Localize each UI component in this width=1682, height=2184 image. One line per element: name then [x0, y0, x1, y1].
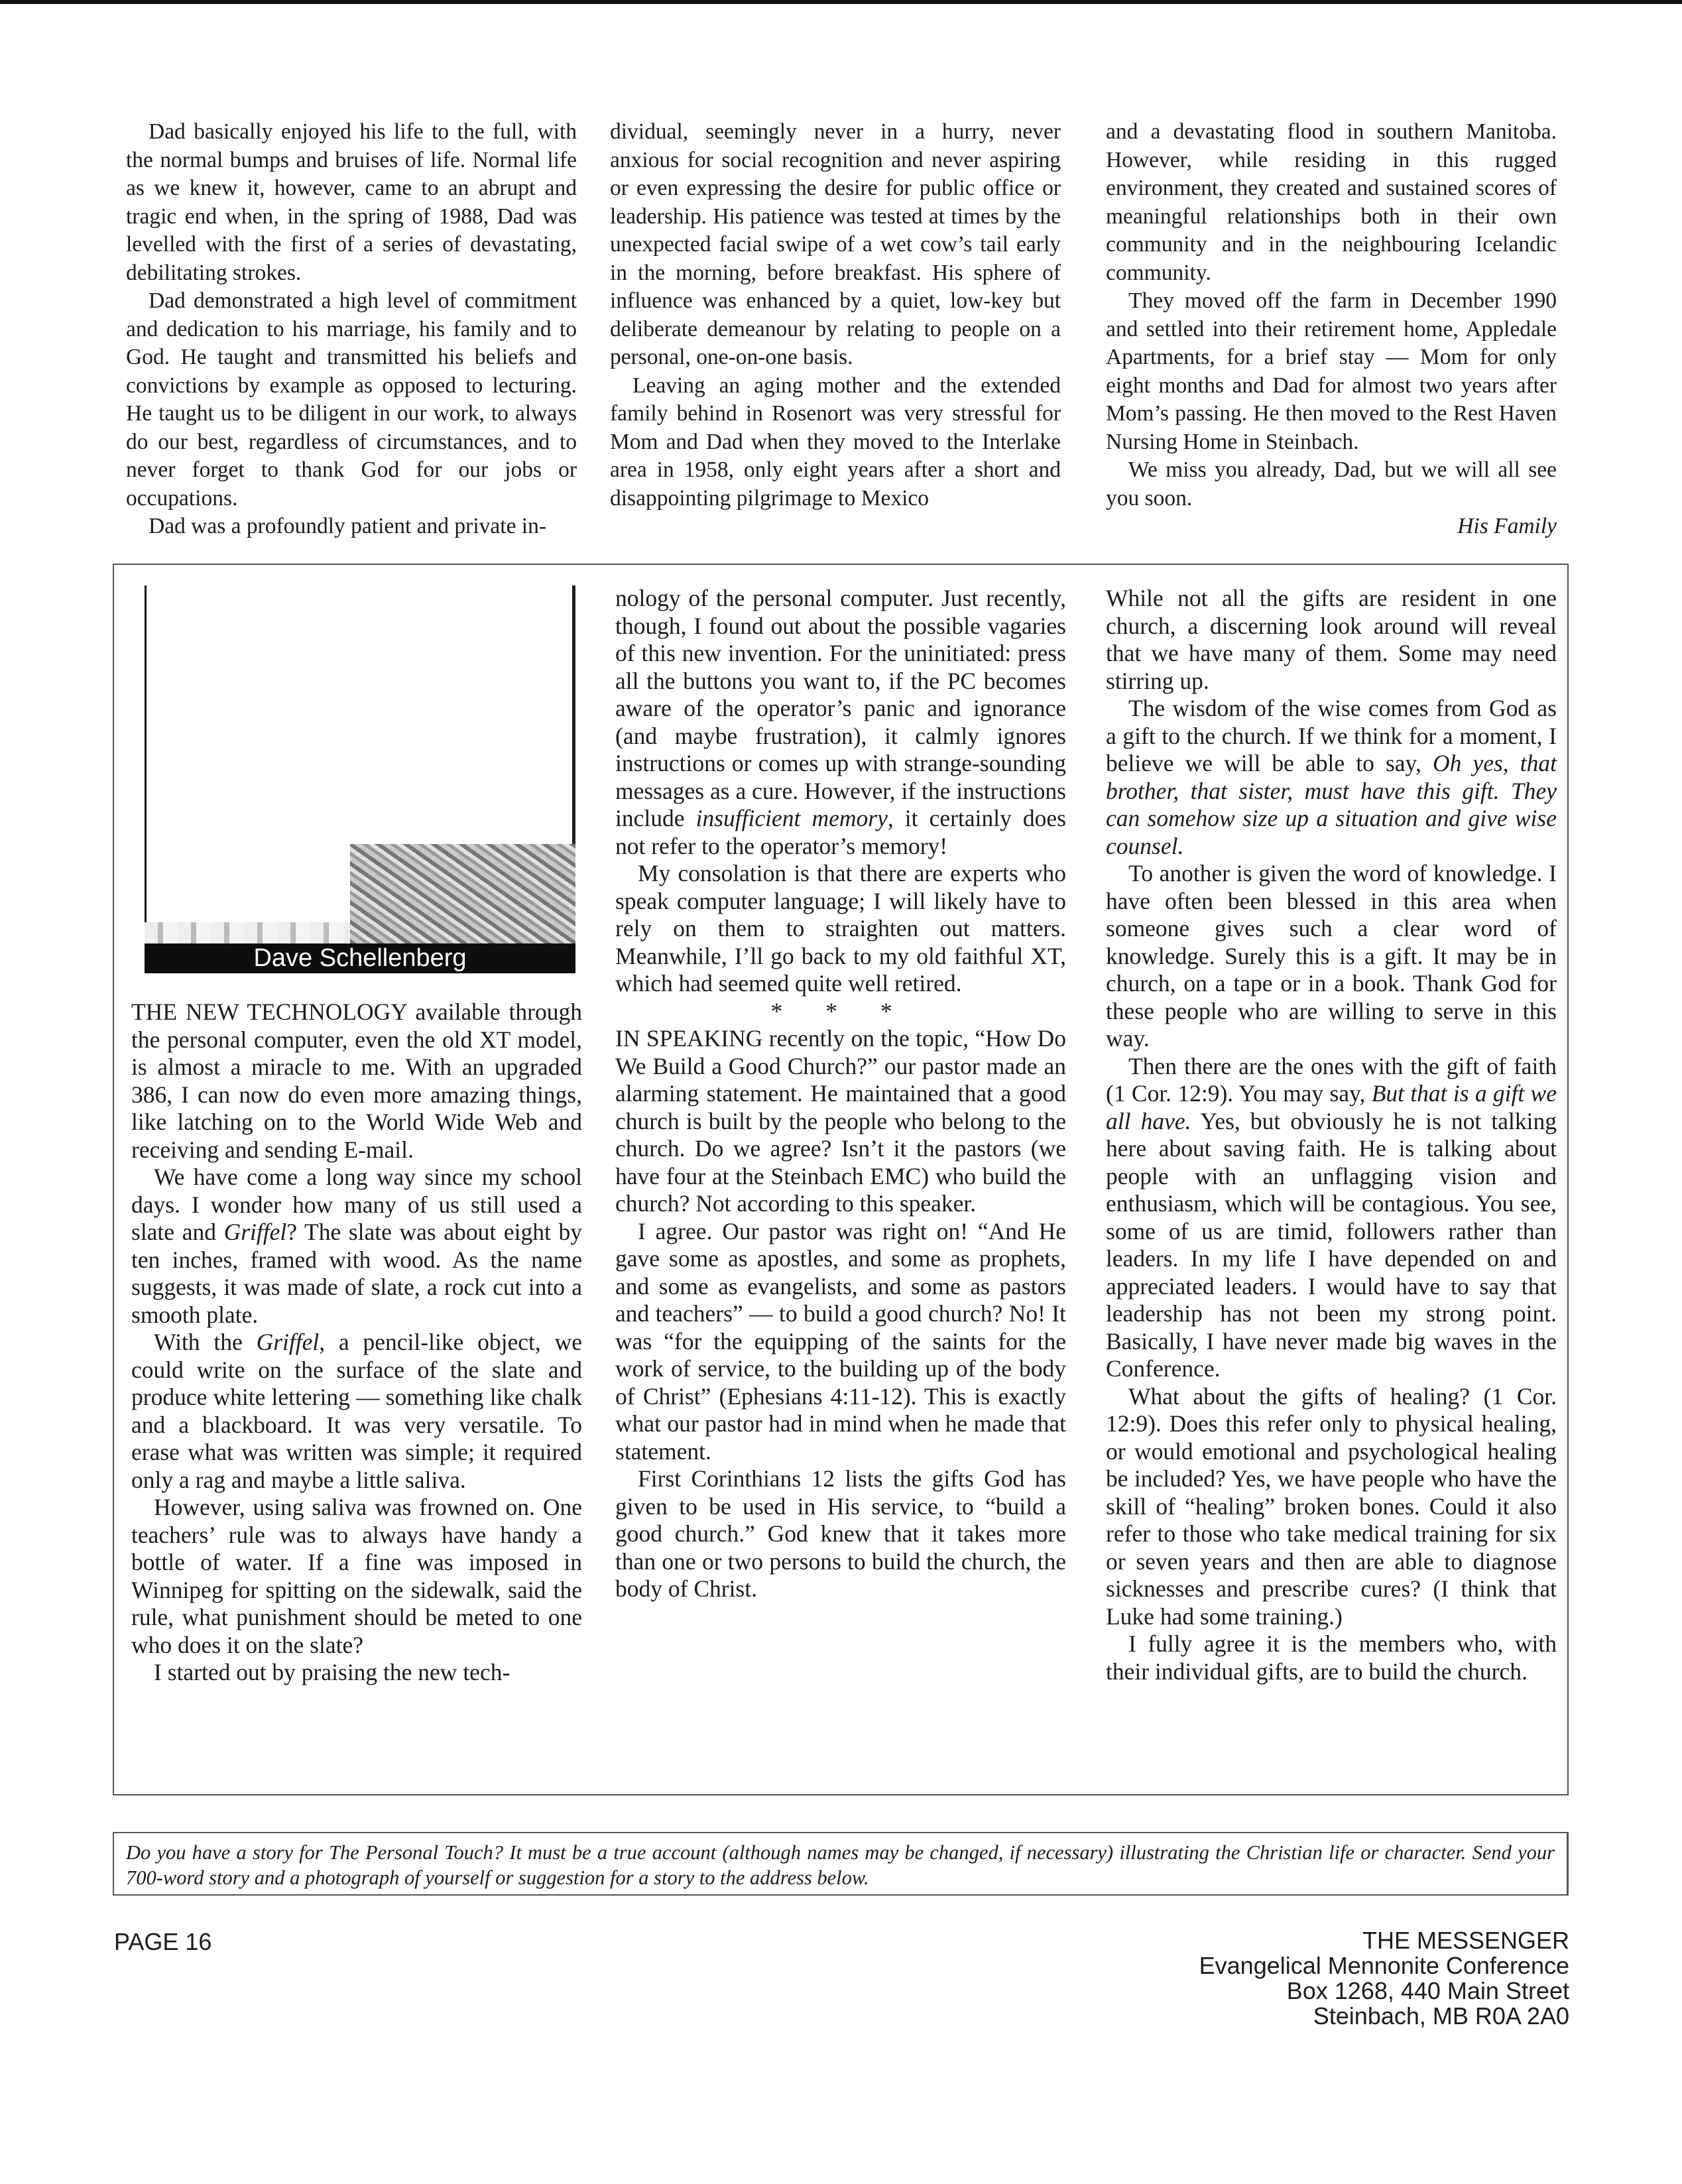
top-rule: [0, 0, 1682, 4]
section-break: * * *: [770, 997, 911, 1024]
paragraph: IN SPEAKING recently on the topic, “How Do We Build a Good Church?” our pastor made an alarming statement. He maintained that a good church is built by the people who belong to the church. Do we agree? Isn’t it the pastors (we have four at the Steinbach EMC) who build the church? Not according to this speaker.: [615, 1025, 1066, 1217]
paragraph: Then there are the ones with the gift of faith (1 Cor. 12:9). You may say, But that is a gift we all have. Yes, but obviously he is not talking here about saving faith. He is talking about people with an unflagging vision and enthusiasm, which will be contagious. You see, some of us are timid, followers rather than leaders. In my life I have depended on and appreciated leaders. I would have to say that leadership has not been my strong point. Basically, I have never made big waves in the Conference.: [1106, 1052, 1557, 1382]
photo-texture: [145, 922, 350, 943]
paragraph: I started out by praising the new tech-: [154, 1659, 511, 1685]
paragraph: I fully agree it is the members who, with their individual gifts, are to build the church.: [1106, 1630, 1557, 1685]
photo-foliage-image: [350, 844, 575, 943]
page-number: PAGE 16: [114, 1928, 212, 1955]
paragraph: While not all the gifts are resident in one church, a discerning look around will reveal that we have many of them. Some may need stirring up.: [1106, 585, 1557, 694]
obituary-column-2: [610, 118, 1061, 513]
paragraph: With the Griffel, a pencil-like object, we could write on the surface of the slate and produce white lettering — something like chalk and a blackboard. It was very versatile. To erase what was written was simple; it required only a rag and maybe a little saliva.: [131, 1329, 583, 1493]
author-photo: [145, 585, 575, 973]
paragraph: and a devastating flood in southern Manitoba. However, while residing in this rugged environment, they created and sustained scores of meaningful relationships both in their own community and in the neighbouring Icelandic community.: [1106, 119, 1557, 285]
paragraph: Dad basically enjoyed his life to the full, with the normal bumps and bruises of life. Normal life as we knew it, however, came to an abrupt and tragic end when, in the spring of 1988, Dad was levelled with the first of a series of devastating, debilitating strokes.: [126, 119, 577, 285]
paragraph: I agree. Our pastor was right on! “And He gave some as apostles, and some as prophets, and some as evangelists, and some as pastors and teachers” — to build a good church? No! It was “for the equipping of the saints for the work of service, to the building up of the body of Christ” (Ephesians 4:11-12). This is exactly what our pastor had in mind when he made that statement.: [615, 1217, 1066, 1465]
paragraph: THE NEW TECHNOLOGY available through the personal computer, even the old XT model, is almost a miracle to me. With an upgraded 386, I can now do even more amazing things, like latching on to the World Wide Web and receiving and sending E-mail.: [131, 999, 582, 1163]
paragraph: dividual, seemingly never in a hurry, never anxious for social recognition and never aspiring or even expressing the desire for public office or leadership. His patience was tested at times by the unexpected facial swipe of a wet cow’s tail early in the morning, before breakfast. His sphere of influence was enhanced by a quiet, low-key but deliberate demeanour by relating to people on a personal, one-on-one basis.: [610, 119, 1061, 369]
address-line: Steinbach, MB R0A 2A0: [1313, 2002, 1569, 2030]
photo-caption: Dave Schellenberg: [145, 943, 575, 973]
paragraph: First Corinthians 12 lists the gifts God has given to be used in His service, to “build a good church.” God knew that it takes more than one or two persons to build the church, the body of Christ.: [615, 1465, 1066, 1602]
submission-notice: Do you have a story for The Personal Touch? It must be a true account (although names may be changed, if necessary) illustrating the Christian life or character. Send your 700-word story and a photograph of yourself or suggestion for a story to the address below.: [113, 1832, 1569, 1896]
address-line: THE MESSENGER: [1362, 1927, 1569, 1954]
paragraph: My consolation is that there are experts who speak computer language; I will likely have to rely on them to straighten out matters. Meanwhile, I’ll go back to my old faithful XT, which had seemed quite well retired.: [615, 860, 1066, 997]
paragraph: nology of the personal computer. Just recently, though, I found out about the possible vagaries of this new invention. For the uninitiated: press all the buttons you want to, if the PC becomes aware of the operator’s panic and ignorance (and maybe frustration), it calmly ignores instructions or comes up with strange-sounding messages as a cure. However, if the instructions include insufficient memory, it certainly does not refer to the operator’s memory!: [615, 585, 1067, 859]
paragraph: We miss you already, Dad, but we will all see you soon.: [1106, 457, 1557, 511]
paragraph: Leaving an aging mother and the extended family behind in Rosenort was very stressful for Mom and Dad when they moved to the Interlake area in 1958, only eight years after a short and disappointing pilgrimage to Mexico: [610, 373, 1061, 511]
signature: His Family: [1457, 514, 1557, 538]
paragraph: Dad demonstrated a high level of commitment and dedication to his marriage, his family and to God. He taught and transmitted his beliefs and convictions by example as opposed to lecturing. He taught us to be diligent in our work, to always do our best, regardless of circumstances, and to never forget to thank God for our jobs or occupations.: [126, 288, 577, 511]
obituary-column-1: [126, 118, 577, 541]
article-column-3: [1106, 585, 1557, 1685]
article-column-1: [131, 999, 582, 1687]
address-line: Box 1268, 440 Main Street: [1286, 1977, 1569, 2004]
article-column-2: [615, 585, 1066, 1603]
obituary-column-3: [1106, 118, 1557, 541]
paragraph: We have come a long way since my school days. I wonder how many of us still used a slate and Griffel? The slate was about eight by ten inches, framed with wood. As the name suggests, it was made of slate, a rock cut into a smooth plate.: [131, 1164, 582, 1328]
paragraph: The wisdom of the wise comes from God as a gift to the church. If we think for a moment, I believe we will be able to say, Oh yes, that brother, that sister, must have this gift. They can somehow size up a situation and give wise counsel.: [1106, 695, 1557, 859]
paragraph: Dad was a profoundly patient and private in-: [149, 514, 547, 538]
paragraph: They moved off the farm in December 1990 and settled into their retirement home, Appledale Apartments, for a brief stay — Mom for only eight months and Dad for almost two years after Mom’s passing. He then moved to the Rest Haven Nursing Home in Steinbach.: [1106, 288, 1557, 454]
paragraph: However, using saliva was frowned on. One teachers’ rule was to always have handy a bottle of water. If a fine was imposed in Winnipeg for spitting on the sidewalk, said the rule, what punishment should be meted to one who does it on the slate?: [131, 1494, 582, 1658]
address-line: Evangelical Mennonite Conference: [1199, 1952, 1569, 1979]
paragraph: What about the gifts of healing? (1 Cor. 12:9). Does this refer only to physical healing, or would emotional and psychological healing be included? Yes, we have people who have the skill of “healing” broken bones. Could it also refer to those who take medical training for six or seven years and then are able to diagnose sicknesses and prescribe cures? (I think that Luke had some training.): [1106, 1382, 1557, 1630]
publisher-address: [1199, 1928, 1569, 2029]
paragraph: To another is given the word of knowledge. I have often been blessed in this area when someone gives such a clear word of knowledge. Surely this is a gift. It may be in church, on a tape or in a book. Thank God for these people who are willing to serve in this way.: [1106, 860, 1557, 1052]
